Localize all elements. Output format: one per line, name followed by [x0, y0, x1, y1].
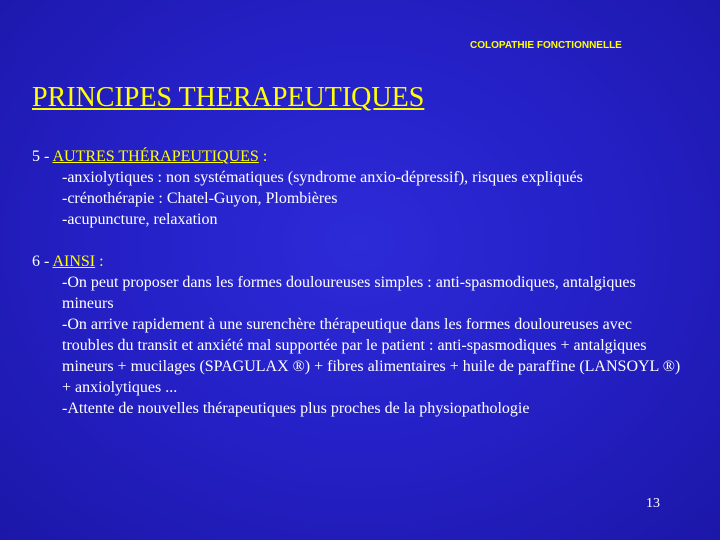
list-item: -On peut proposer dans les formes douloureuses simples : anti-spasmodiques, antalgiques mineurs	[62, 274, 636, 312]
section-keyword: AUTRES THÉRAPEUTIQUES	[52, 148, 259, 165]
list-item: -acupuncture, relaxation	[62, 211, 218, 228]
list-item: -On arrive rapidement à une surenchère thérapeutique dans les formes douloureuses avec troubles du transit et anxiété mal supportée par le patient : anti-spasmodiques + antalgiques mineurs + mucilages (SPAGULAX ®) + fibres alimentaires + huile de paraffine (LANSOYL ®) + anxiolytiques ...	[62, 316, 681, 396]
list-item: -crénothérapie : Chatel-Guyon, Plombières	[62, 190, 338, 207]
section-autres-therapeutiques	[32, 146, 692, 230]
slide-body	[32, 146, 692, 419]
section-colon: :	[258, 148, 268, 165]
section-number: 6 -	[32, 253, 53, 270]
section-keyword: AINSI	[52, 253, 96, 270]
slide-header: COLOPATHIE FONCTIONNELLE	[470, 40, 622, 51]
page-number: 13	[646, 496, 660, 511]
list-item: -anxiolytiques : non systématiques (syndrome anxio-dépressif), risques expliqués	[62, 169, 583, 186]
slide-title: PRINCIPES THERAPEUTIQUES	[32, 82, 425, 113]
section-heading	[32, 251, 692, 272]
list-item: -Attente de nouvelles thérapeutiques plus proches de la physiopathologie	[62, 400, 530, 417]
section-number: 5 -	[32, 148, 53, 165]
section-ainsi	[32, 251, 692, 419]
section-colon: :	[95, 253, 104, 270]
section-heading	[32, 146, 692, 167]
